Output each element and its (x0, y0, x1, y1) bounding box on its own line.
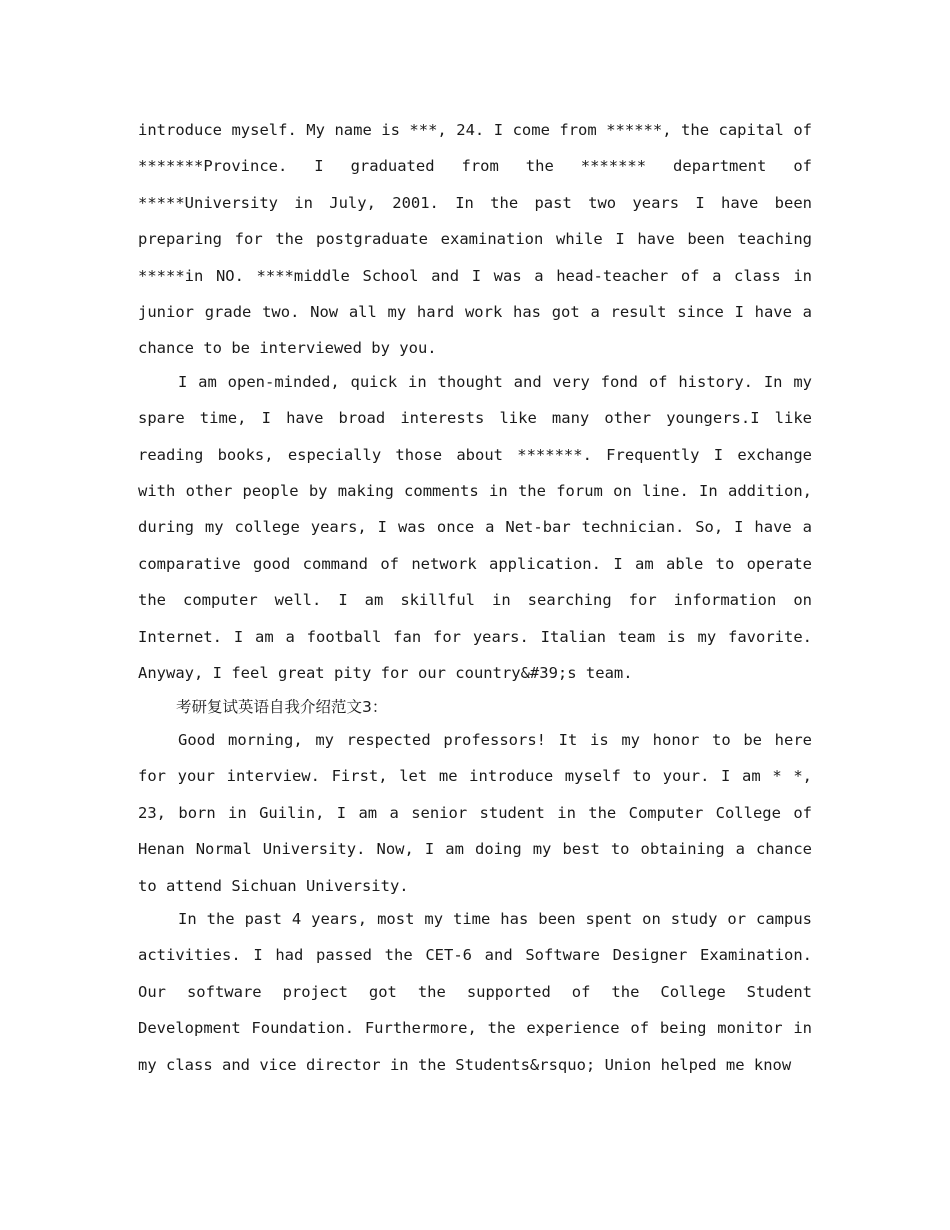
paragraph-intro-continued: introduce myself. My name is ***, 24. I come from ******, the capital of *******Province. I graduated from the ******* department of *****University in July, 2001. In the past two years I have been preparing for the postgraduate examination while I have been teaching *****in NO. ****middle School and I was a head-teacher of a class in junior grade two. Now all my hard work has got a result since I have a chance to be interviewed by you. (138, 121, 812, 358)
document-page (138, 112, 812, 1083)
paragraph-past-years: In the past 4 years, most my time has been spent on study or campus activities. I had passed the CET-6 and Software Designer Examination. Our software project got the supported of the College Student Development Foundation. Furthermore, the experience of being monitor in my class and vice director in the Students&rsquo; Union helped me know (138, 909, 812, 1074)
paragraph-personality: I am open-minded, quick in thought and very fond of history. In my spare time, I have broad interests like many other youngers.I like reading books, especially those about *******. Frequently I exchange with other people by making comments in the forum on line. In addition, during my college years, I was once a Net-bar technician. So, I have a comparative good command of network application. I am able to operate the computer well. I am skillful in searching for information on Internet. I am a football fan for years. Italian team is my favorite. Anyway, I feel great pity for our country&#39;s team. (138, 372, 812, 683)
paragraph-greeting: Good morning, my respected professors! It is my honor to be here for your interview. First, let me introduce myself to your. I am * *, 23, born in Guilin, I am a senior student in the Computer College of Henan Normal University. Now, I am doing my best to obtaining a chance to attend Sichuan University. (138, 730, 812, 895)
section-heading-sample-3: 考研复试英语自我介绍范文3： (176, 697, 388, 716)
